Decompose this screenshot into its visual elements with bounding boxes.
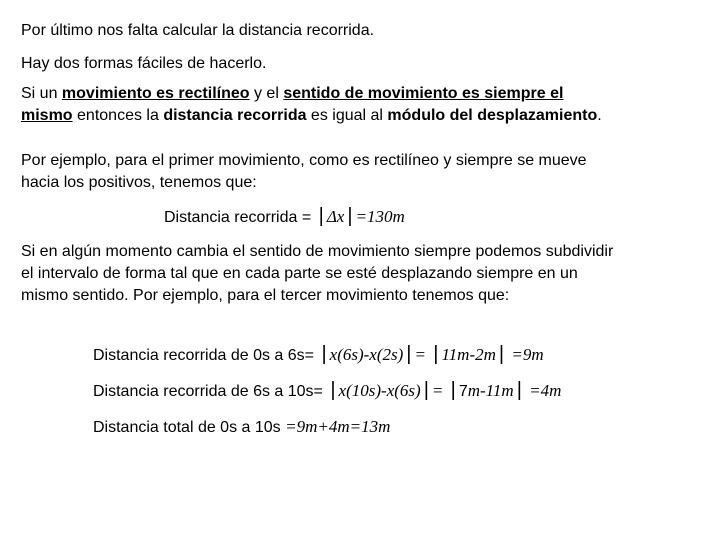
example-paragraph — [21, 150, 587, 194]
example-line-1: Por ejemplo, para el primer movimiento, como es rectilíneo y siempre se mueve — [21, 152, 587, 169]
abs-bar: | — [321, 343, 327, 365]
rule-bold-distance: distancia recorrida — [163, 107, 307, 124]
equation-label: Distancia total de 0s a 10s — [93, 419, 286, 436]
equation-equals: = — [431, 381, 448, 400]
abs-bar: | — [433, 343, 439, 365]
equation-expression-2-digit: 7 — [458, 383, 468, 400]
rule-text: y el — [249, 85, 284, 102]
example-line-2: hacia los positivos, tenemos que: — [21, 174, 257, 191]
intro-line: Por último nos falta calcular la distancia recorrida. — [21, 22, 375, 39]
equation-expression: x(10s)-x(6s) — [338, 381, 421, 400]
rule-underlined-direction: sentido de movimiento es siempre el — [283, 85, 564, 102]
equation-total-0-10s — [93, 416, 390, 439]
subdivide-line-1: Si en algún momento cambia el sentido de movimiento siempre podemos subdividir — [21, 243, 614, 260]
ways-line: Hay dos formas fáciles de hacerlo. — [21, 55, 267, 72]
rule-underlined-same: mismo — [21, 107, 73, 124]
rule-text: es igual al — [306, 107, 388, 124]
equation-6-10s — [93, 380, 561, 403]
rule-paragraph — [21, 83, 602, 127]
rule-text: . — [597, 107, 602, 124]
rule-text: Si un — [21, 85, 62, 102]
abs-bar: | — [423, 379, 429, 401]
abs-bar: | — [516, 379, 522, 401]
equation-expression: =9m+4m=13m — [285, 417, 391, 436]
equation-delta-x: Δx — [326, 207, 345, 226]
equation-0-6s — [93, 344, 544, 367]
rule-bold-module: módulo del desplazamiento — [387, 107, 598, 124]
abs-bar: | — [450, 379, 456, 401]
abs-bar: | — [318, 205, 324, 227]
equation-expression-2: m-11m — [467, 381, 514, 400]
rule-underlined-rectilinear: movimiento es rectilíneo — [61, 85, 250, 102]
equation-expression: x(6s)-x(2s) — [329, 345, 404, 364]
equation-expression-2: 11m-2m — [441, 345, 496, 364]
equation-equals: = — [414, 345, 431, 364]
equation-label: Distancia recorrida = — [164, 209, 316, 226]
abs-bar: | — [330, 379, 336, 401]
equation-label: Distancia recorrida de 0s a 6s= — [93, 347, 319, 364]
equation-total-distance — [164, 206, 405, 229]
subdivide-line-3: mismo sentido. Por ejemplo, para el tercer movimiento tenemos que: — [21, 287, 510, 304]
subdivide-line-2: el intervalo de forma tal que en cada parte se esté desplazando siempre en un — [21, 265, 578, 282]
abs-bar: | — [347, 205, 353, 227]
equation-label: Distancia recorrida de 6s a 10s= — [93, 383, 328, 400]
subdivide-paragraph — [21, 241, 613, 307]
rule-text: entonces la — [72, 107, 164, 124]
abs-bar: | — [498, 343, 505, 365]
equation-result: =9m — [507, 345, 544, 364]
equation-result: =130m — [355, 207, 405, 226]
equation-result: =4m — [524, 381, 562, 400]
abs-bar: | — [406, 343, 412, 365]
